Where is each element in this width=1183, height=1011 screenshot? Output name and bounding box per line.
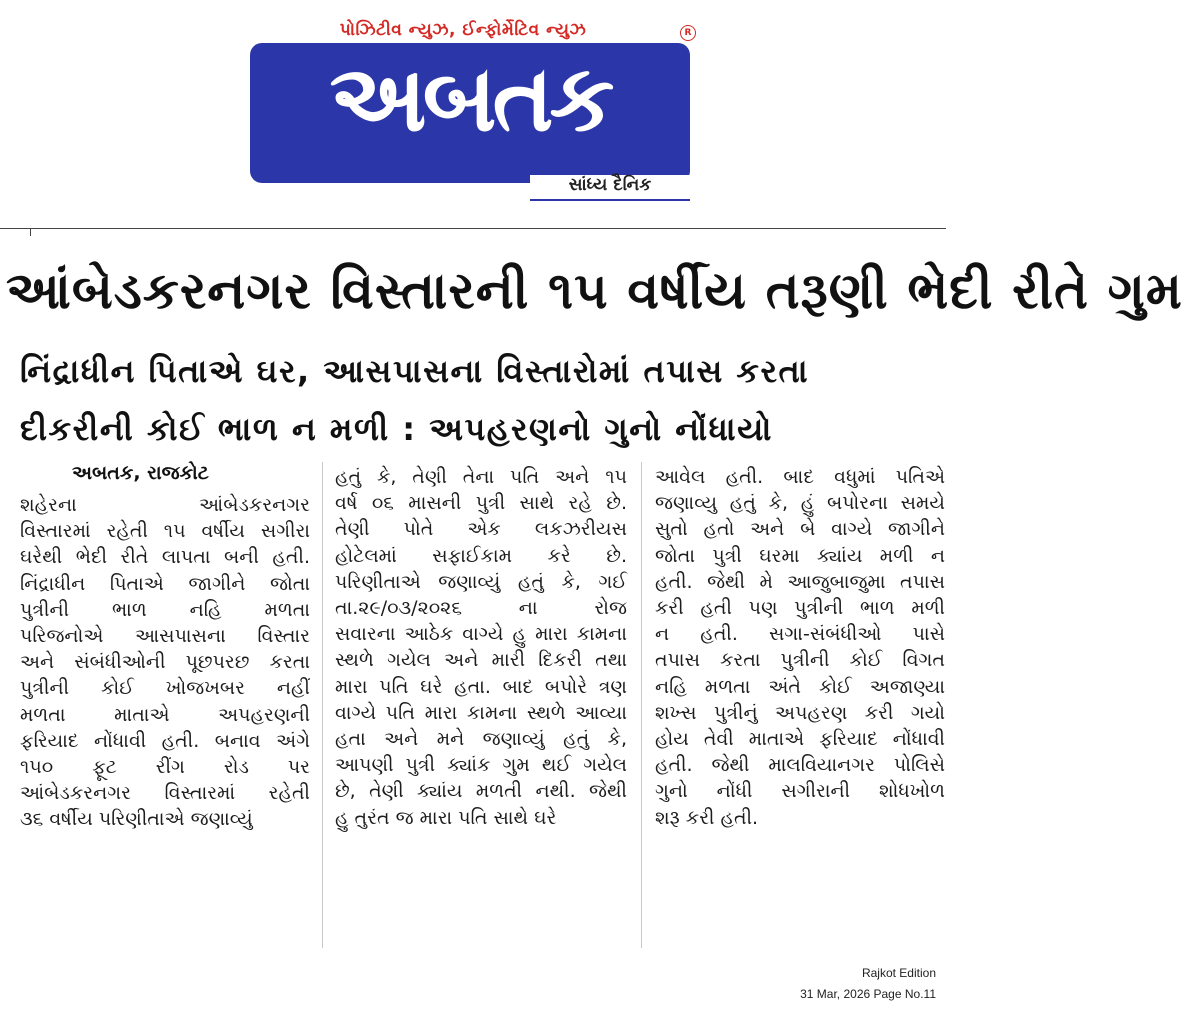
column-divider (322, 462, 323, 948)
article-text-line: હતી. જેથી માલવિયાનગર પોલિસે (655, 754, 945, 777)
masthead-subtitle: સાંધ્ય દૈનિક (530, 175, 690, 201)
date-page-label: 31 Mar, 2026 Page No.11 (800, 987, 936, 1001)
edition-label: Rajkot Edition (861, 966, 936, 980)
article-column-2 (335, 464, 627, 831)
article-text-line: ઘરેથી ભેદી રીતે લાપતા બની હતી. (20, 546, 310, 569)
article-text-line: પરિજનોએ આસપાસના વિસ્તાર (20, 625, 310, 648)
article-text-line: ૩૬ વર્ષીય પરિણીતાએ જણાવ્યું (20, 808, 253, 831)
article-text-line: મારા પતિ ઘરે હતા. બાદ બપોરે ત્રણ (335, 675, 627, 698)
article-text-line: હતી. જેથી મે આજુબાજુમા તપાસ (655, 570, 945, 593)
article-text-line: સુતો હતો અને બે વાગ્યે જાગીને (655, 518, 945, 541)
article-text-line: તેણી પોતે એક લકઝરીયસ (335, 518, 627, 541)
article-text-line: છે, તેણી ક્યાંય મળતી નથી. જેથી (335, 780, 627, 803)
masthead (0, 0, 946, 205)
article-text-line: અને સંબંધીઓની પૂછપરછ કરતા (20, 651, 310, 674)
article-text-line: હોટેલમાં સફાઈકામ કરે છે. (335, 544, 627, 567)
article-column-1 (20, 492, 310, 833)
newspaper-logo: અબતક (250, 43, 690, 183)
article-text-line: આવેલ હતી. બાદ વધુમાં પતિએ (655, 466, 945, 488)
article-text-line: કરી હતી પણ પુત્રીની ભાળ મળી (655, 597, 945, 620)
tagline-text: પોઝિટીવ ન્યુઝ, ઈન્ફોર્મેટિવ ન્યુઝ (339, 20, 587, 40)
article-text-line: તા.૨૯/૦૩/૨૦૨૬ ના રોજ (335, 597, 627, 620)
article-subhead-line1: નિંદ્રાધીન પિતાએ ઘર, આસપાસના વિસ્તારોમાં તપાસ કરતા (20, 352, 810, 390)
article-headline: આંબેડકરનગર વિસ્તારની ૧૫ વર્ષીય તરૂણી ભેદી રીતે ગુમ (6, 262, 1183, 321)
article-text-line: મળતા માતાએ અપહરણની (20, 703, 310, 726)
article-text-line: આપણી પુત્રી ક્યાંક ગુમ થઈ ગયેલ (335, 754, 627, 777)
article-text-line: વિસ્તારમાં રહેતી ૧૫ વર્ષીય સગીરા (20, 520, 310, 543)
article-text-line: ૧૫૦ ફૂટ રીંગ રોડ પર (20, 756, 310, 779)
article-text-line: પુત્રીની કોઈ ખોજખબર નહીં (20, 677, 310, 700)
article-text-line: જોતા પુત્રી ઘરમા ક્યાંય મળી ન (655, 544, 945, 567)
column-divider (641, 462, 642, 948)
article-subhead-line2: દીકરીની કોઈ ભાળ ન મળી : અપહરણનો ગુનો નોંધાયો (20, 410, 773, 448)
article-text-line: ન હતી. સગા-સંબંધીઓ પાસે (655, 623, 945, 646)
article-text-line: વાગ્યે પતિ મારા કામના સ્થળે આવ્યા (335, 701, 627, 724)
article-text-line: સવારના આઠેક વાગ્યે હુ મારા કામના (335, 623, 627, 646)
article-text-line: વર્ષ ૦૬ માસની પુત્રી સાથે રહે છે. (335, 492, 627, 515)
article-byline: અબતક, રાજકોટ (72, 462, 209, 484)
article-text-line: પરિણીતાએ જણાવ્યું હતું કે, ગઈ (335, 570, 627, 593)
article-text-line: સ્થળે ગયેલ અને મારી દિકરી તથા (335, 649, 627, 672)
article-text-line: શખ્સ પુત્રીનું અપહરણ કરી ગયો (655, 701, 945, 724)
article-text-line: શરૂ કરી હતી. (655, 806, 759, 829)
header-divider-mark (30, 228, 31, 236)
registered-trademark-icon: R (680, 25, 696, 41)
article-text-line: શહેરના આંબેડકરનગર (20, 494, 310, 516)
header-divider (0, 228, 946, 229)
article-text-line: આંબેડકરનગર વિસ્તારમાં રહેતી (20, 782, 310, 805)
article-text-line: હતું કે, તેણી તેના પતિ અને ૧૫ (335, 466, 627, 488)
article-column-3 (655, 464, 945, 831)
article-text-line: પુત્રીની ભાળ નહિ મળતા (20, 598, 310, 621)
article-text-line: તપાસ કરતા પુત્રીની કોઈ વિગત (655, 649, 945, 672)
article-text-line: ફરિયાદ નોંધાવી હતી. બનાવ અંગે (20, 729, 310, 752)
article-text-line: હોય તેવી માતાએ ફરિયાદ નોંધાવી (655, 728, 945, 751)
article-text-line: જણાવ્યુ હતું કે, હું બપોરના સમયે (655, 492, 945, 515)
article-text-line: હતા અને મને જણાવ્યું હતું કે, (335, 728, 627, 751)
article-text-line: હુ તુરંત જ મારા પતિ સાથે ઘરે (335, 806, 557, 829)
article-text-line: ગુનો નોંધી સગીરાની શોધખોળ (655, 780, 945, 803)
masthead-tagline (0, 20, 946, 40)
article-text-line: નિંદ્રાધીન પિતાએ જાગીને જોતા (20, 572, 310, 595)
article-text-line: નહિ મળતા અંતે કોઈ અજાણ્યા (655, 675, 945, 698)
